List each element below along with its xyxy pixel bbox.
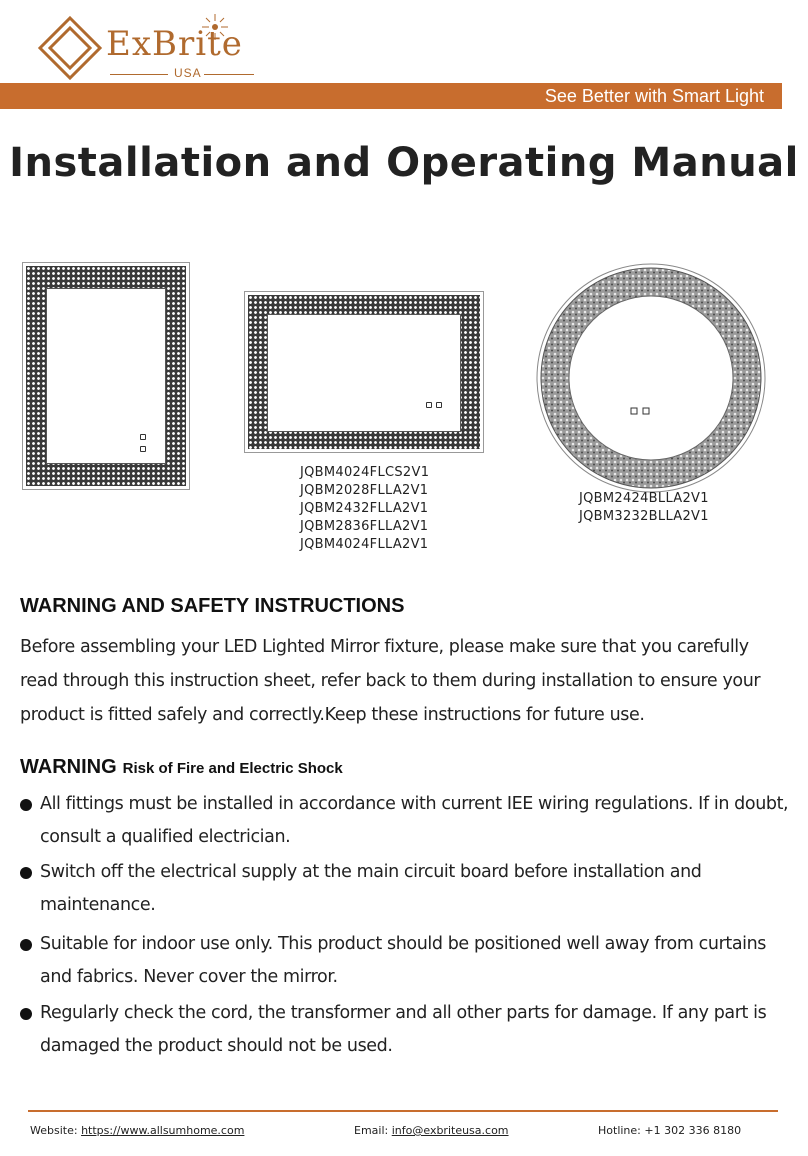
brand-logo bbox=[36, 14, 266, 86]
model-code: JQBM2836FLLA2V1 bbox=[300, 519, 429, 534]
mirror-wide-illustration bbox=[244, 291, 484, 453]
logo-rule-left bbox=[110, 74, 168, 75]
bullet-text: Switch off the electrical supply at the main circuit board before installation and maintenance. bbox=[40, 862, 702, 915]
brand-sub: USA bbox=[174, 66, 202, 80]
model-code: JQBM2424BLLA2V1 bbox=[579, 491, 709, 506]
model-code: JQBM4024FLLA2V1 bbox=[300, 537, 429, 552]
website-link[interactable]: https://www.allsumhome.com bbox=[81, 1124, 245, 1137]
warning-bullet bbox=[20, 788, 790, 854]
tagline: See Better with Smart Light bbox=[544, 86, 764, 106]
touch-button-icon bbox=[140, 446, 146, 452]
bullet-text: All fittings must be installed in accordance with current IEE wiring regulations. If in doubt, consult a qualified electrician. bbox=[40, 794, 789, 847]
warning-bullet bbox=[20, 928, 790, 994]
touch-button-icon bbox=[436, 402, 442, 408]
touch-button-icon bbox=[140, 434, 146, 440]
logo-rule-right bbox=[204, 74, 254, 75]
bullet-dot-icon bbox=[20, 1008, 32, 1020]
mirror-round-illustration bbox=[535, 262, 767, 494]
footer-website bbox=[30, 1124, 244, 1137]
brand-name: ExBrite bbox=[106, 24, 243, 64]
logo-diamond-icon bbox=[36, 14, 110, 86]
email-link[interactable]: info@exbriteusa.com bbox=[391, 1124, 509, 1137]
warning-label: WARNING bbox=[20, 756, 117, 778]
page-title: Installation and Operating Manual bbox=[9, 140, 799, 186]
mirror-tall-glass bbox=[46, 288, 166, 464]
bullet-dot-icon bbox=[20, 867, 32, 879]
touch-button-icon bbox=[643, 408, 649, 414]
mirror-round-glass bbox=[569, 296, 733, 460]
touch-button-icon bbox=[631, 408, 637, 414]
warning-bullet bbox=[20, 856, 790, 922]
safety-heading: WARNING AND SAFETY INSTRUCTIONS bbox=[20, 595, 405, 617]
tagline-bar bbox=[0, 83, 782, 109]
hotline-label: Hotline: bbox=[598, 1124, 641, 1137]
bullet-dot-icon bbox=[20, 939, 32, 951]
warning-heading bbox=[20, 756, 343, 779]
bullet-dot-icon bbox=[20, 799, 32, 811]
website-label: Website: bbox=[30, 1124, 78, 1137]
mirror-tall-illustration bbox=[22, 262, 190, 490]
model-code: JQBM4024FLCS2V1 bbox=[300, 465, 430, 480]
safety-paragraph: Before assembling your LED Lighted Mirror fixture, please make sure that you carefully read through this instruction sheet, refer back to them during installation to ensure your product is fitted safely and correctly.Keep these instructions for future use. bbox=[20, 637, 761, 725]
warning-subtitle: Risk of Fire and Electric Shock bbox=[122, 760, 343, 777]
footer-divider bbox=[28, 1110, 778, 1112]
rect-model-list bbox=[300, 464, 429, 554]
hotline-number: +1 302 336 8180 bbox=[644, 1124, 742, 1137]
model-code: JQBM2028FLLA2V1 bbox=[300, 483, 429, 498]
touch-button-icon bbox=[426, 402, 432, 408]
mirror-wide-glass bbox=[267, 314, 461, 432]
bullet-text: Suitable for indoor use only. This product should be positioned well away from curtains and fabrics. Never cover the mirror. bbox=[40, 934, 767, 987]
round-model-list bbox=[579, 490, 709, 526]
warning-bullet bbox=[20, 997, 790, 1063]
bullet-text: Regularly check the cord, the transformer and all other parts for damage. If any part is damaged the product should not be used. bbox=[40, 1003, 767, 1056]
model-code: JQBM2432FLLA2V1 bbox=[300, 501, 429, 516]
footer-email bbox=[354, 1124, 509, 1137]
model-code: JQBM3232BLLA2V1 bbox=[579, 509, 709, 524]
footer-hotline bbox=[598, 1124, 741, 1137]
email-label: Email: bbox=[354, 1124, 389, 1137]
